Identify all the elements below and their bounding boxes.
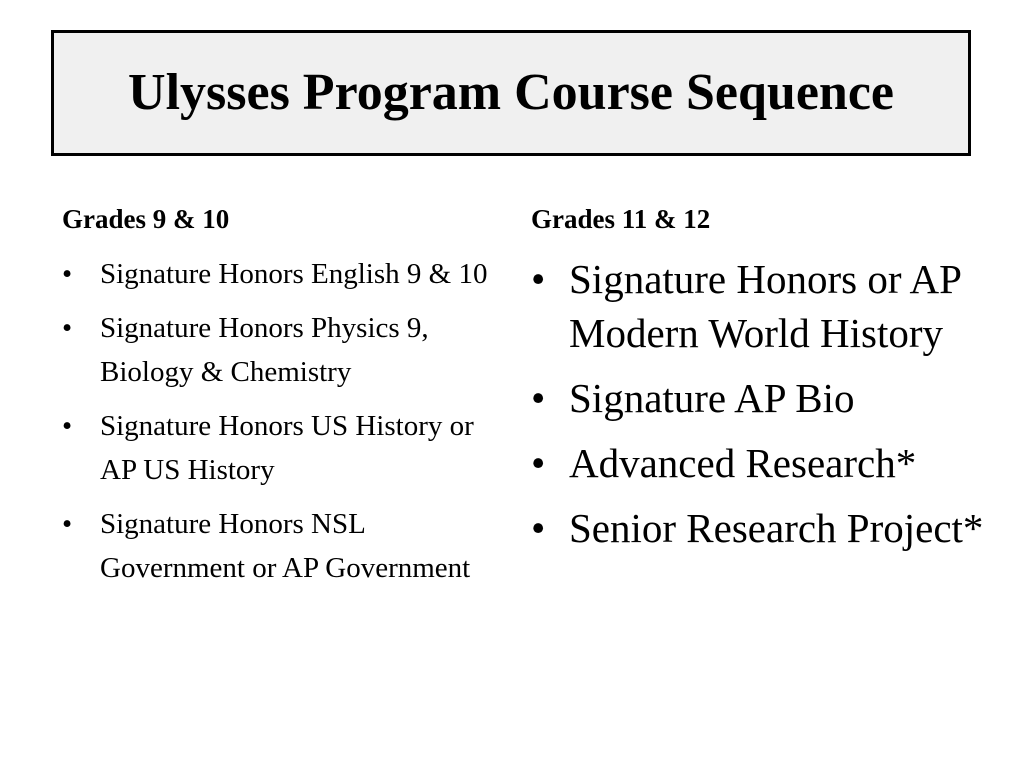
bullet-icon: • <box>62 258 73 290</box>
bullet-icon: • <box>62 410 73 442</box>
list-item <box>531 501 991 555</box>
list-item <box>531 252 991 360</box>
course-label: Signature Honors Physics 9, Biology & Chemistry <box>100 312 429 388</box>
bullet-icon: • <box>531 505 546 551</box>
bullet-icon: • <box>531 375 546 421</box>
left-column <box>62 198 502 600</box>
bullet-icon: • <box>531 440 546 486</box>
right-course-list <box>531 252 991 555</box>
list-item <box>62 404 502 492</box>
list-item <box>531 436 991 490</box>
left-column-heading: Grades 9 & 10 <box>62 204 230 234</box>
course-label: Signature Honors English 9 & 10 <box>100 258 488 290</box>
course-label: Signature Honors US History or AP US History <box>100 410 474 486</box>
bullet-icon: • <box>62 508 73 540</box>
title-box <box>51 30 971 156</box>
list-item <box>62 502 502 590</box>
bullet-icon: • <box>62 312 73 344</box>
list-item <box>62 252 502 296</box>
right-column-heading: Grades 11 & 12 <box>531 204 711 234</box>
slide-title: Ulysses Program Course Sequence <box>128 64 894 121</box>
list-item <box>531 371 991 425</box>
list-item <box>62 306 502 394</box>
course-label: Senior Research Project* <box>569 505 984 551</box>
bullet-icon: • <box>531 256 546 302</box>
course-label: Signature Honors NSL Government or AP Government <box>100 508 471 584</box>
right-column <box>531 198 991 566</box>
course-label: Signature Honors or AP Modern World History <box>569 256 961 356</box>
left-course-list <box>62 252 502 590</box>
course-label: Signature AP Bio <box>569 375 855 421</box>
course-label: Advanced Research* <box>569 440 917 486</box>
